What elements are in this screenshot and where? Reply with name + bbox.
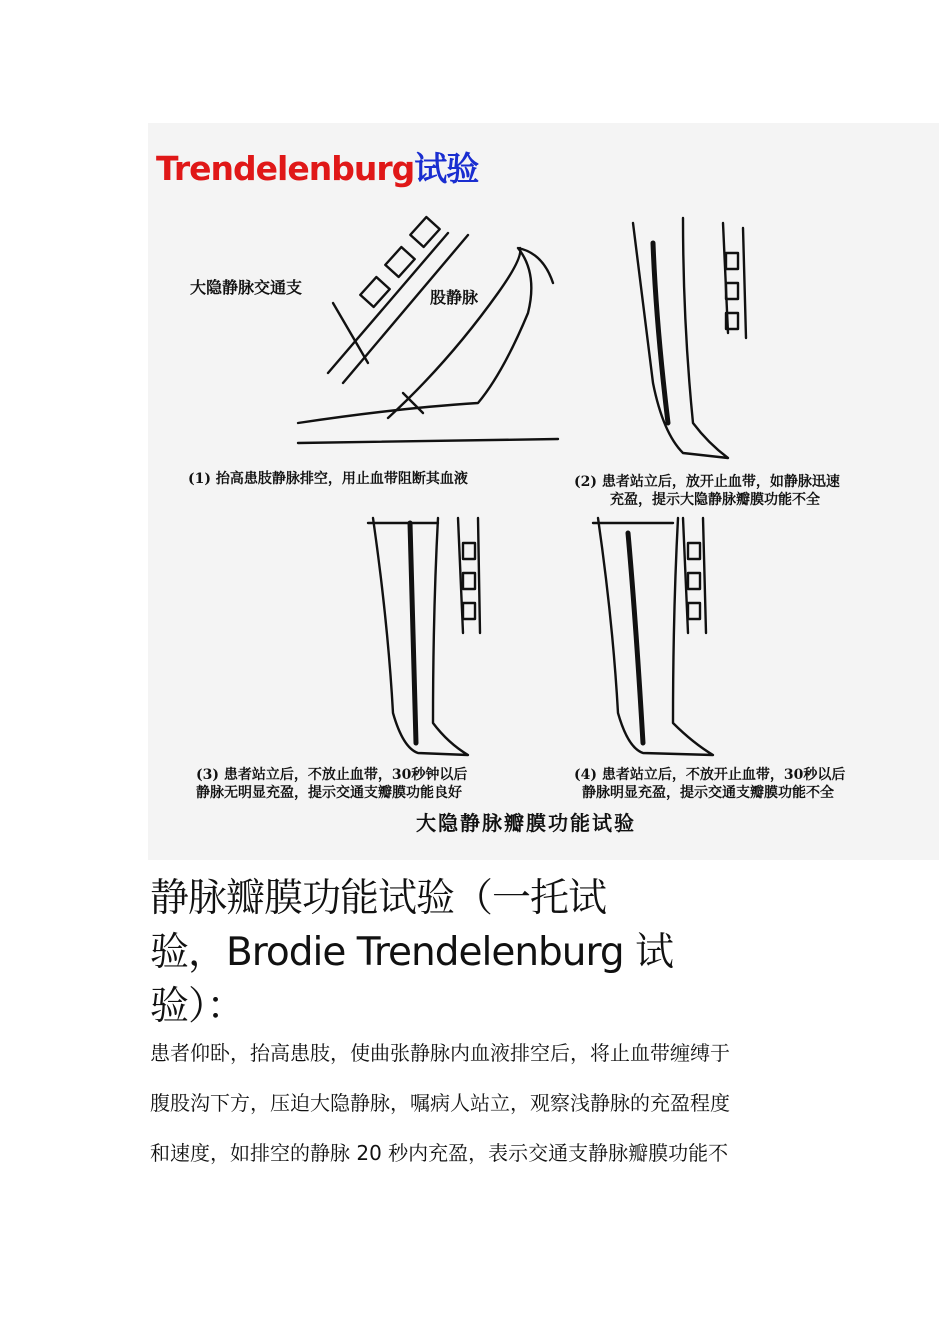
trendelenburg-figure: [148, 123, 939, 860]
figure-title-cn: 试验: [414, 149, 479, 188]
caption-panel4-line1: (4) 患者站立后，不放开止血带，30秒以后: [574, 767, 846, 783]
caption-panel3-line2: 静脉无明显充盈，提示交通支瓣膜功能良好: [196, 785, 462, 801]
panel1-drawing: [298, 217, 558, 443]
caption-panel3-line1: (3) 患者站立后，不放止血带，30秒钟以后: [196, 767, 468, 783]
caption-panel4-line2: 静脉明显充盈，提示交通支瓣膜功能不全: [582, 785, 834, 801]
body-paragraph: [150, 1028, 830, 1178]
figure-main-caption: 大隐静脉瓣膜功能试验: [416, 811, 636, 835]
body-line-3: 和速度，如排空的静脉 20 秒内充盈，表示交通支静脉瓣膜功能不: [150, 1141, 729, 1165]
panel3-drawing: [368, 518, 480, 755]
leg-illustrations: [148, 123, 939, 860]
heading-line-3: 验）：: [150, 984, 245, 1029]
label-femoral-vein: 股静脉: [430, 288, 479, 307]
label-saphenous-communicating: 大隐静脉交通支: [190, 278, 303, 297]
section-heading: [150, 872, 710, 1034]
panel2-drawing: [633, 218, 746, 458]
panel4-drawing: [593, 518, 713, 755]
body-line-2: 腹股沟下方，压迫大隐静脉，嘱病人站立，观察浅静脉的充盈程度: [150, 1091, 730, 1115]
caption-panel2-line1: (2) 患者站立后，放开止血带，如静脉迅速: [574, 474, 840, 490]
caption-panel2-line2: 充盈，提示大隐静脉瓣膜功能不全: [610, 492, 820, 508]
body-line-1: 患者仰卧，抬高患肢，使曲张静脉内血液排空后，将止血带缠缚于: [150, 1041, 730, 1065]
heading-line-2: 验，Brodie Trendelenburg 试: [150, 930, 674, 975]
figure-title-latin: Trendelenburg: [156, 149, 415, 188]
caption-panel1: (1) 抬高患肢静脉排空，用止血带阻断其血液: [188, 471, 468, 487]
heading-line-1: 静脉瓣膜功能试验（一托试: [150, 876, 607, 921]
